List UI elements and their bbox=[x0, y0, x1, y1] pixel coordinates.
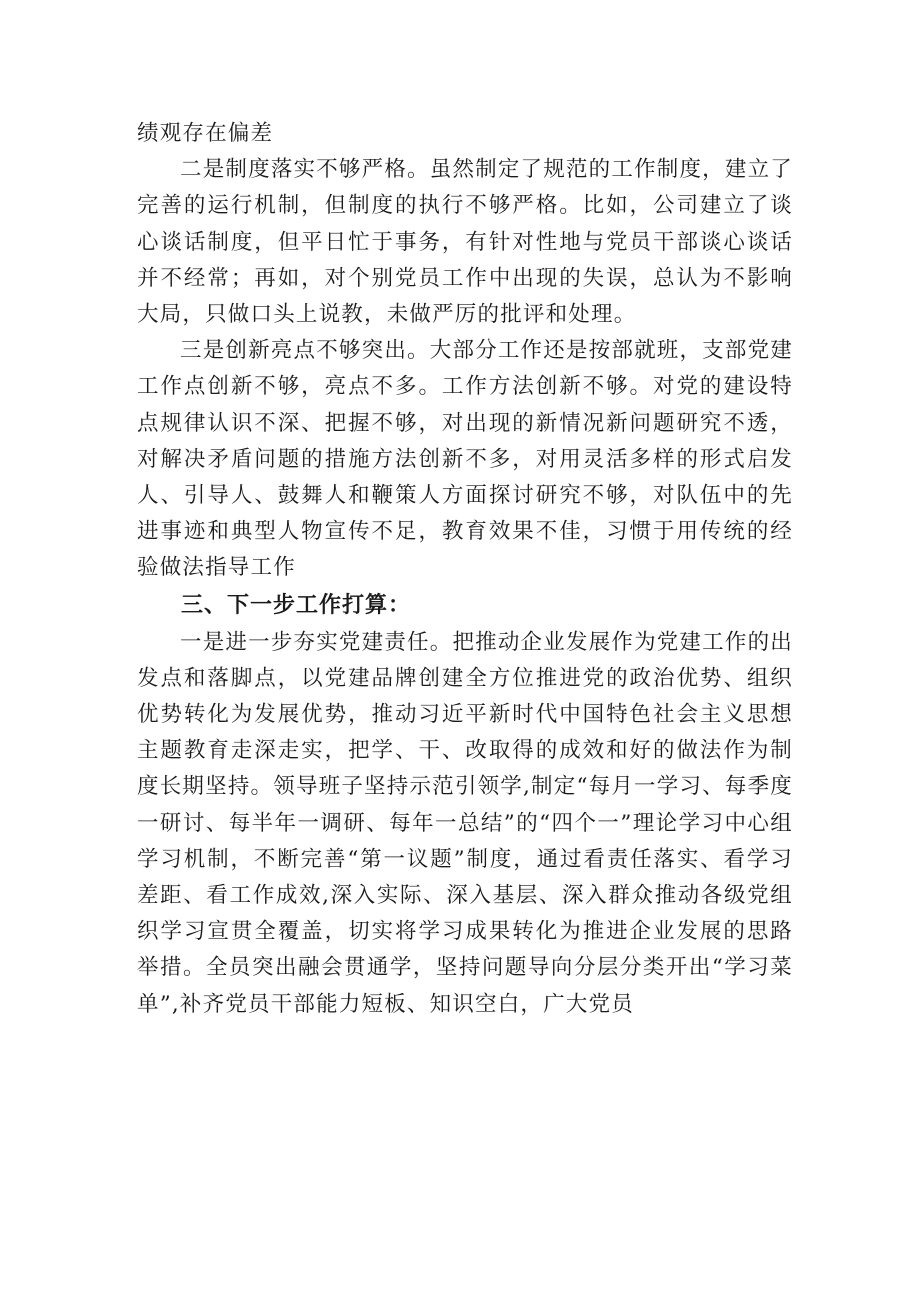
paragraph-party-responsibility: 一是进一步夯实党建责任。把推动企业发展作为党建工作的出发点和落脚点，以党建品牌创建全方位推进党的政治优势、组织优势转化为发展优势，推动习近平新时代中国特色社会主义思想主题教育走深走实，把学、干、改取得的成效和好的做法作为制度长期坚持。领导班子坚持示范引领学,制定“每月一学习、每季度一研讨、每半年一调研、每年一总结”的“四个一”理论学习中心组学习机制，不断完善“第一议题”制度，通过看责任落实、看学习差距、看工作成效,深入实际、深入基层、深入群众推动各级党组织学习宣贯全覆盖，切实将学习成果转化为推进企业发展的思路举措。全员突出融会贯通学，坚持问题导向分层分类开出“学习菜单”,补齐党员干部能力短板、知识空白，广大党员 bbox=[137, 629, 793, 1017]
section-heading: 三、下一步工作打算： bbox=[181, 592, 412, 618]
paragraph-innovation-highlights: 三是创新亮点不够突出。大部分工作还是按部就班，支部党建工作点创新不够，亮点不多。工作方法创新不够。对党的建设特点规律认识不深、把握不够，对出现的新情况新问题研究不透，对解决矛盾问题的措施方法创新不多，对用灵活多样的形式启发人、引导人、鼓舞人和鞭策人方面探讨研究不够，对队伍中的先进事迹和典型人物宣传不足，教育效果不佳，习惯于用传统的经验做法指导工作 bbox=[137, 338, 793, 581]
paragraph-continuation: 绩观存在偏差 bbox=[137, 121, 274, 146]
document-body bbox=[137, 116, 793, 1023]
paragraph-institution-implementation: 二是制度落实不够严格。虽然制定了规范的工作制度，建立了完善的运行机制，但制度的执行不够严格。比如，公司建立了谈心谈话制度，但平日忙于事务，有针对性地与党员干部谈心谈话并不经常；再如，对个别党员工作中出现的失误，总认为不影响大局，只做口头上说教，未做严厉的批评和处理。 bbox=[137, 157, 793, 328]
